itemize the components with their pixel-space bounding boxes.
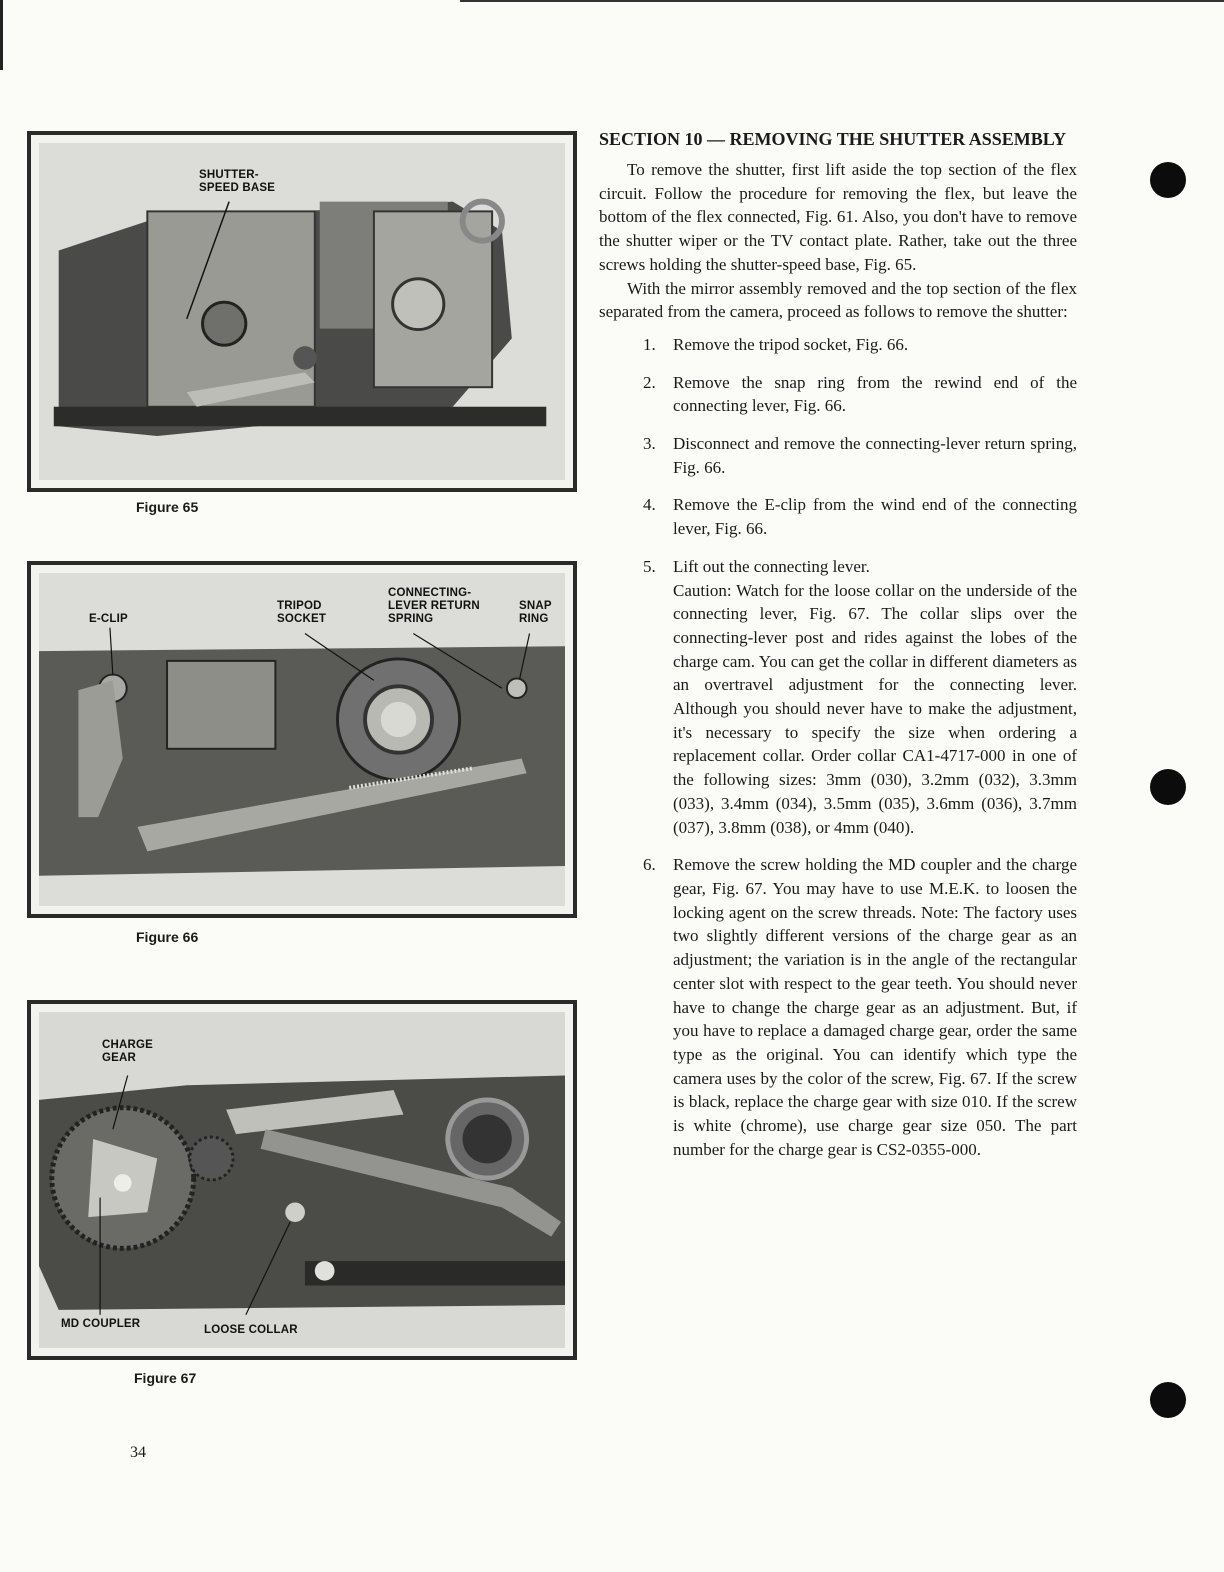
step-6: 6. Remove the screw holding the MD coupler and the charge gear, Fig. 67. You may have to use M.E.K. to loosen the locking agent on the screw threads. Note: The factory uses two slightly different versions of the charge gear as an adjustment; the variation is in the angle of the rectangular center slot with respect to the gear teeth. You should never have to change the charge gear as an adjustment. But, if you have to replace a damaged charge gear, order the same type as the original. You can identify which type the camera uses by the color of the screw, Fig. 67. If the screw is black, replace the charge gear with size 010. If the screw is white (chrome), use charge gear size 050. The part number for the charge gear is CS2-0355-000. xyxy=(643,855,1077,1159)
step-4: 4. Remove the E-clip from the wind end of the connecting lever, Fig. 66. xyxy=(643,495,1077,539)
binder-hole-middle xyxy=(1150,769,1186,805)
step-1: 1. Remove the tripod socket, Fig. 66. xyxy=(643,334,909,354)
figure-66-caption: Figure 66 xyxy=(136,929,199,945)
page-edge-mark xyxy=(0,0,3,70)
figure-67 xyxy=(27,1000,577,1360)
step-5: 5. Lift out the connecting lever. Caution: Watch for the loose collar on the underside of the connecting lever, Fig. 67. The collar slips over the connecting-lever post and rides against the lobes of the charge cam. You can get the collar in different diameters as an overtravel adjustment for the connecting lever. Although you should never have to make the adjustment, it's necessary to specify the size when ordering a replacement collar. Order collar CA1-4717-000 in one of the following sizes: 3mm (030), 3.2mm (032), 3.3mm (033), 3.4mm (034), 3.5mm (035), 3.6mm (036), 3.7mm (037), 3.8mm (038), or 4mm (040). xyxy=(599,555,1077,839)
label-charge-gear: CHARGE GEAR xyxy=(102,1039,154,1064)
page-top-rule xyxy=(460,0,1224,2)
figure-67-caption: Figure 67 xyxy=(134,1370,197,1386)
label-loose-collar: LOOSE COLLAR xyxy=(204,1324,298,1336)
label-tripod-socket: TRIPOD SOCKET xyxy=(277,600,327,625)
intro-paragraph-1: To remove the shutter, first lift aside the top section of the flex circuit. Follow the procedure for removing the flex, but leave the bottom of the flex connected, Fig. 61. Also, you don't have to remove the shutter wiper or the TV contact plate. Rather, take out the three screws holding the shutter-speed base, Fig. 65. xyxy=(599,160,1077,274)
caution-note: Caution: Watch for the loose collar on the underside of the connecting lever, Fig. 67. The collar slips over the connecting-lever post and rides against the lobes of the charge cam. You can get the collar in different diameters as an overtravel adjustment for the connecting lever. Although you should never have to make the adjustment, it's necessary to specify the size when ordering a replacement collar. Order collar CA1-4717-000 in one of the following sizes: 3mm (030), 3.2mm (032), 3.3mm (033), 3.4mm (034), 3.5mm (035), 3.6mm (036), 3.7mm (037), 3.8mm (038), or 4mm (040). xyxy=(673,580,1077,837)
figure-65 xyxy=(27,131,577,492)
label-e-clip: E-CLIP xyxy=(89,613,128,625)
figure-65-caption: Figure 65 xyxy=(136,499,199,515)
intro-paragraph-2: With the mirror assembly removed and the top section of the flex separated from the camera, proceed as follows to remove the shutter: xyxy=(599,278,1077,322)
binder-hole-bottom xyxy=(1150,1382,1186,1418)
step-2: 2. Remove the snap ring from the rewind end of the connecting lever, Fig. 66. xyxy=(643,372,1077,416)
step-3: 3. Disconnect and remove the connecting-lever return spring, Fig. 66. xyxy=(643,434,1077,477)
label-shutter-speed-base: SHUTTER- SPEED BASE xyxy=(199,169,276,194)
section-text xyxy=(599,128,1077,1175)
section-heading: SECTION 10 — REMOVING THE SHUTTER ASSEMBLY xyxy=(599,129,1067,149)
procedure-steps xyxy=(599,333,1077,1162)
label-connecting-lever-return-spring: CONNECTING- LEVER RETURN SPRING xyxy=(388,587,480,625)
figure-65-photo xyxy=(39,143,565,480)
binder-hole-top xyxy=(1150,162,1186,198)
page-number: 34 xyxy=(130,1444,146,1461)
label-md-coupler: MD COUPLER xyxy=(61,1318,141,1330)
figure-66 xyxy=(27,561,577,918)
label-snap-ring: SNAP RING xyxy=(519,600,552,625)
